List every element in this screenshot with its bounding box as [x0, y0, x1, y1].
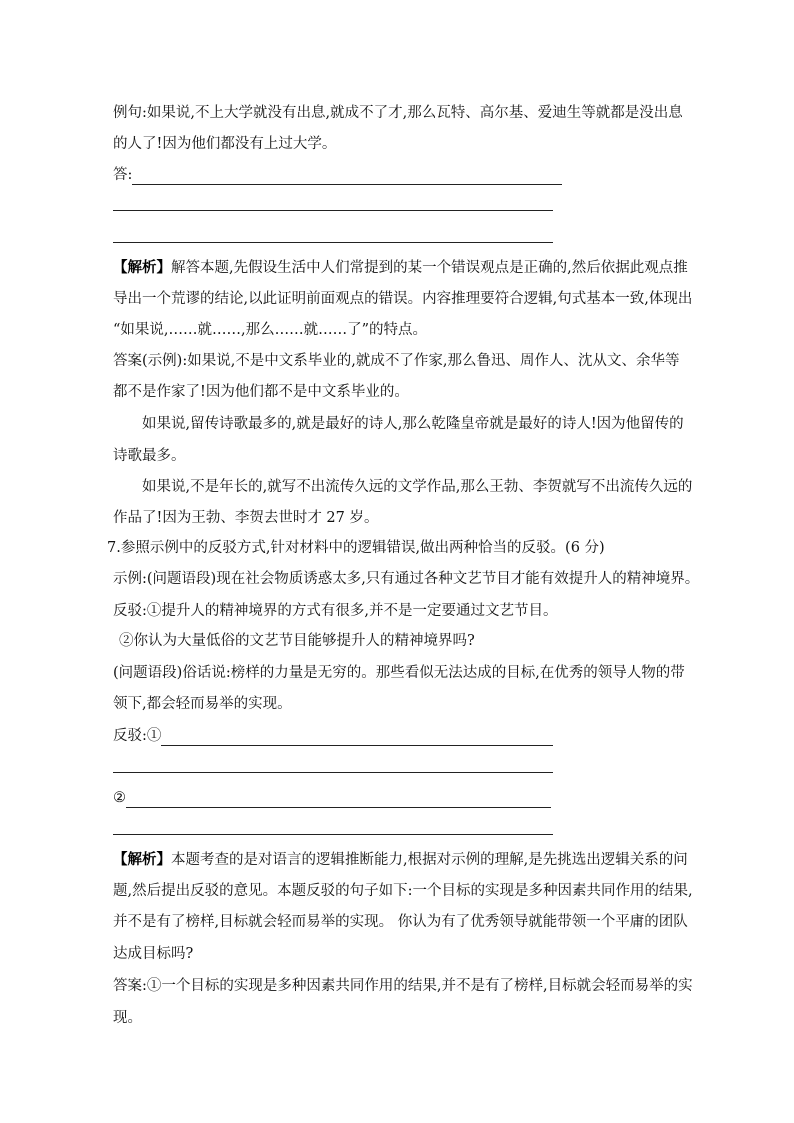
rebuttal-blank-3[interactable] — [126, 791, 551, 808]
sample-answer-line-1: 答案(示例):如果说,不是中文系毕业的,就成不了作家,那么鲁迅、周作人、沈从文、余华等 — [113, 353, 680, 369]
problem-passage-line-1: (问题语段)俗话说:榜样的力量是无穷的。那些看似无法达成的目标,在优秀的领导人物的带 — [113, 665, 685, 681]
analysis-2-line-2: 题,然后提出反驳的意见。本题反驳的句子如下:一个目标的实现是多种因素共同作用的结果, — [113, 883, 693, 899]
sample-answer-3-line-2: 作品了!因为王勃、李贺去世时才 27 岁。 — [113, 510, 379, 526]
rebuttal-1: 反驳:①提升人的精神境界的方式有很多,并不是一定要通过文艺节目。 — [113, 603, 558, 619]
answer-blank-1[interactable] — [132, 168, 562, 185]
analysis-2-line-3: 并不是有了榜样,目标就会轻而易举的实现。 你认为有了优秀领导就能带领一个平庸的团队 — [113, 914, 688, 930]
analysis-tag: 【解析】 — [113, 851, 171, 868]
rebuttal-answer-line-1 — [113, 726, 553, 746]
sample-answer-line-2: 都不是作家了!因为他们都不是中文系毕业的。 — [113, 384, 409, 400]
rebuttal-answer-line-2 — [113, 788, 551, 808]
problem-passage-line-2: 领下,都会轻而易举的实现。 — [113, 696, 292, 712]
answer-line — [113, 165, 562, 185]
analysis-1-line-3: “如果说,……就……,那么……就……了”的特点。 — [113, 322, 428, 338]
rebuttal-blank-1[interactable] — [161, 729, 553, 746]
circle-two-label: ② — [113, 790, 126, 806]
sample-answer-2-line-2: 诗歌最多。 — [113, 448, 186, 464]
analysis-tag: 【解析】 — [113, 259, 171, 276]
analysis-text: 本题考查的是对语言的逻辑推断能力,根据对示例的理解,是先挑选出逻辑关系的问 — [171, 852, 688, 868]
rebuttal-label: 反驳:① — [113, 728, 162, 744]
example-paragraph: 示例:(问题语段)现在社会物质诱惑太多,只有通过各种文艺节目才能有效提升人的精神境界。 — [113, 571, 700, 587]
rebuttal-blank-2[interactable] — [113, 772, 553, 773]
example-sentence-line-1: 例句:如果说,不上大学就没有出息,就成不了才,那么瓦特、高尔基、爱迪生等就都是没出息 — [113, 105, 683, 121]
analysis-text: 解答本题,先假设生活中人们常提到的某一个错误观点是正确的,然后依据此观点推 — [171, 260, 688, 276]
sample-answer-2-line-1: 如果说,留传诗歌最多的,就是最好的诗人,那么乾隆皇帝就是最好的诗人!因为他留传的 — [142, 416, 684, 432]
analysis-2-line-1 — [113, 850, 688, 870]
answer-blank-3[interactable] — [113, 242, 553, 243]
rebuttal-2: ②你认为大量低俗的文艺节目能够提升人的精神境界吗? — [119, 633, 475, 649]
answer-label: 答: — [113, 167, 133, 183]
rebuttal-blank-4[interactable] — [113, 834, 553, 835]
example-sentence-line-2: 的人了!因为他们都没有上过大学。 — [113, 136, 337, 152]
analysis-1-line-2: 导出一个荒谬的结论,以此证明前面观点的错误。内容推理要符合逻辑,句式基本一致,体现出 — [113, 291, 693, 307]
answer-2-line-1: 答案:①一个目标的实现是多种因素共同作用的结果,并不是有了榜样,目标就会轻而易举的实 — [113, 978, 693, 994]
analysis-1-line-1 — [113, 258, 688, 278]
analysis-2-line-4: 达成目标吗? — [113, 946, 194, 962]
sample-answer-3-line-1: 如果说,不是年长的,就写不出流传久远的文学作品,那么王勃、李贺就写不出流传久远的 — [142, 479, 693, 495]
answer-blank-2[interactable] — [113, 210, 553, 211]
question-7: 7.参照示例中的反驳方式,针对材料中的逻辑错误,做出两种恰当的反驳。(6 分) — [107, 540, 605, 556]
answer-2-line-2: 现。 — [113, 1010, 142, 1026]
